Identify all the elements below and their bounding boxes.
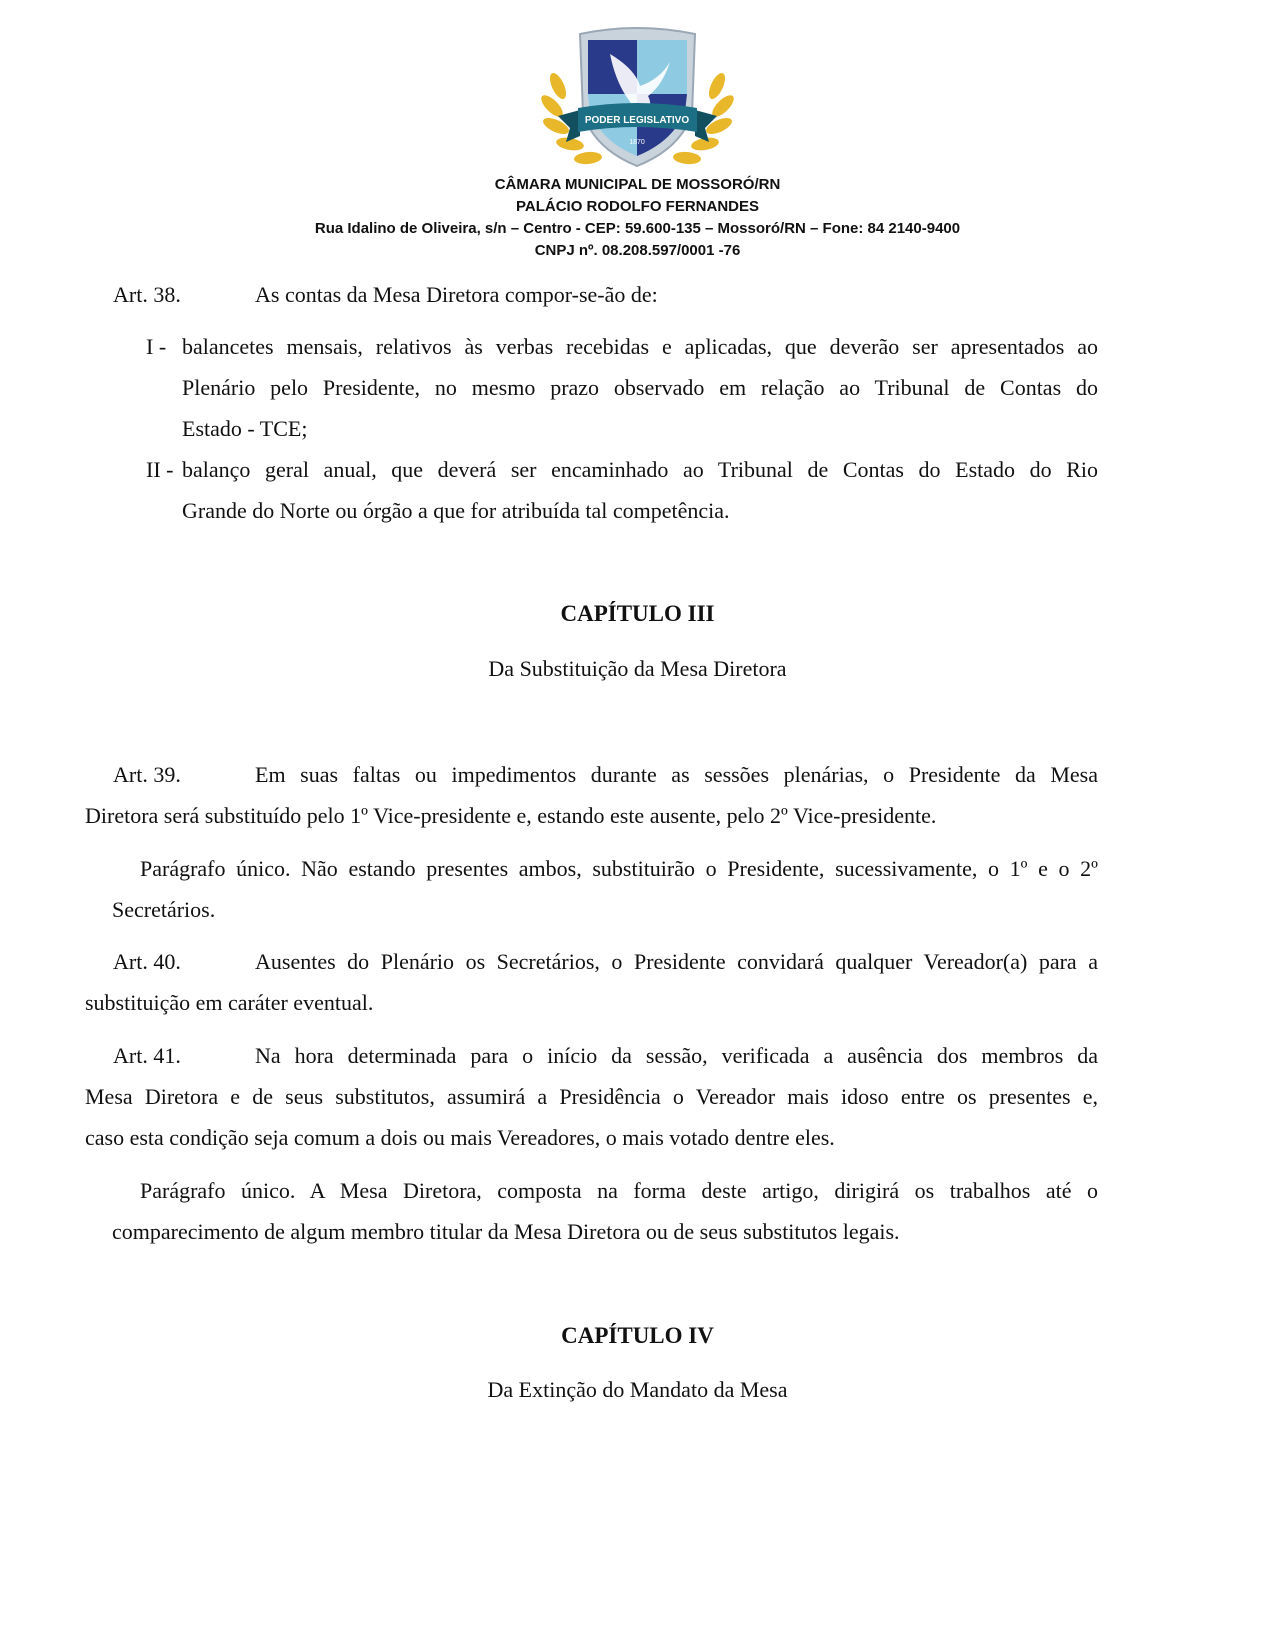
palace-name: PALÁCIO RODOLFO FERNANDES <box>515 198 760 215</box>
art-41-line: Mesa Diretora e de seus substitutos, assumirá a Presidência o Vereador mais idoso entre os presentes e, <box>85 1084 1098 1109</box>
art-38-text: As contas da Mesa Diretora compor-se-ão de: <box>255 282 658 307</box>
art-39-paragraph: Secretários. <box>112 897 216 922</box>
art-41-label: Art. 41. <box>113 1043 181 1068</box>
item-line: Plenário pelo Presidente, no mesmo prazo observado em relação ao Tribunal de Contas do <box>182 375 1098 400</box>
svg-text:PODER LEGISLATIVO: PODER LEGISLATIVO <box>584 115 690 126</box>
art-39-label: Art. 39. <box>113 762 181 787</box>
item-number: II - <box>146 457 174 482</box>
art-39-line: Em suas faltas ou impedimentos durante as sessões plenárias, o Presidente da Mesa <box>255 762 1098 787</box>
art-39-paragraph: Parágrafo único. Não estando presentes ambos, substituirão o Presidente, sucessivamente, o 1º e o 2º <box>140 856 1098 881</box>
poder-legislativo-crest-icon <box>540 24 735 176</box>
art-41-line: Na hora determinada para o início da sessão, verificada a ausência dos membros da <box>255 1043 1098 1068</box>
art-38-label: Art. 38. <box>113 282 181 307</box>
art-41-line: caso esta condição seja comum a dois ou mais Vereadores, o mais votado dentre eles. <box>85 1125 835 1150</box>
cnpj-line: CNPJ nº. 08.208.597/0001 -76 <box>534 242 741 259</box>
art-41-paragraph: Parágrafo único. A Mesa Diretora, composta na forma deste artigo, dirigirá os trabalhos até o <box>140 1178 1098 1203</box>
chapter-4-title: CAPÍTULO IV <box>561 1323 714 1348</box>
item-line: Estado - TCE; <box>182 416 308 441</box>
address-line: Rua Idalino de Oliveira, s/n – Centro - CEP: 59.600-135 – Mossoró/RN – Fone: 84 2140-9400 <box>314 220 961 237</box>
chapter-3-subtitle: Da Substituição da Mesa Diretora <box>488 656 787 681</box>
chapter-4-subtitle: Da Extinção do Mandato da Mesa <box>487 1377 788 1402</box>
chapter-3-title: CAPÍTULO III <box>560 601 715 626</box>
art-40-label: Art. 40. <box>113 949 181 974</box>
institution-name: CÂMARA MUNICIPAL DE MOSSORÓ/RN <box>494 176 781 193</box>
item-number: I - <box>146 334 167 359</box>
art-41-paragraph: comparecimento de algum membro titular da Mesa Diretora ou de seus substitutos legais. <box>112 1219 900 1244</box>
art-40-line: Ausentes do Plenário os Secretários, o Presidente convidará qualquer Vereador(a) para a <box>255 949 1098 974</box>
art-40-line: substituição em caráter eventual. <box>85 990 374 1015</box>
item-line: balancetes mensais, relativos às verbas recebidas e aplicadas, que deverão ser apresentados ao <box>182 334 1098 359</box>
svg-text:1870: 1870 <box>629 139 645 146</box>
item-line: balanço geral anual, que deverá ser encaminhado ao Tribunal de Contas do Estado do Rio <box>182 457 1098 482</box>
art-39-line: Diretora será substituído pelo 1º Vice-presidente e, estando este ausente, pelo 2º Vice-presidente. <box>85 803 937 828</box>
item-line: Grande do Norte ou órgão a que for atribuída tal competência. <box>182 498 730 523</box>
